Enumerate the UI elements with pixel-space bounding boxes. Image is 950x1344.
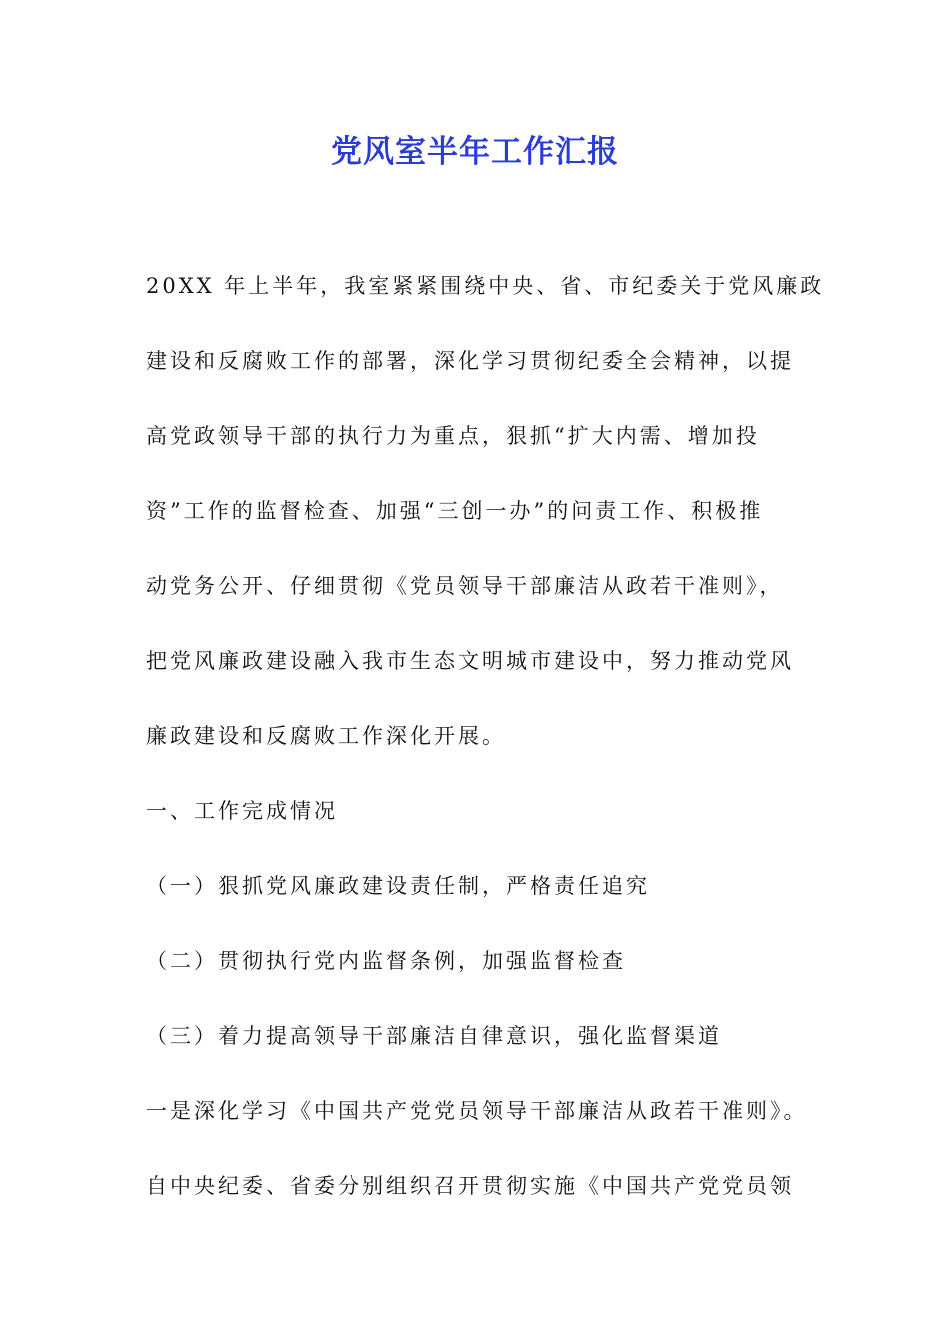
subsection-heading: （三）着力提高领导干部廉洁自律意识，强化监督渠道 (146, 1024, 722, 1048)
body-line: 20XX 年上半年，我室紧紧围绕中央、省、市纪委关于党风廉政 (146, 274, 825, 298)
subsection-heading: （二）贯彻执行党内监督条例，加强监督检查 (146, 949, 626, 973)
page-title: 党风室半年工作汇报 (331, 134, 619, 170)
body-line: 一是深化学习《中国共产党党员领导干部廉洁从政若干准则》。 (146, 1099, 808, 1123)
body-line: 把党风廉政建设融入我市生态文明城市建设中，努力推动党风 (146, 649, 794, 673)
body-line: 建设和反腐败工作的部署，深化学习贯彻纪委全会精神，以提 (146, 349, 794, 373)
body-line: 廉政建设和反腐败工作深化开展。 (146, 724, 506, 748)
body-line: 自中央纪委、省委分别组织召开贯彻实施《中国共产党党员领 (146, 1174, 794, 1198)
section-heading: 一、工作完成情况 (146, 799, 338, 823)
body-line: 动党务公开、仔细贯彻《党员领导干部廉洁从政若干准则》， (146, 574, 784, 598)
subsection-heading: （一）狠抓党风廉政建设责任制，严格责任追究 (146, 874, 650, 898)
body-line: 高党政领导干部的执行力为重点，狠抓“扩大内需、增加投 (146, 424, 760, 448)
body-line: 资”工作的监督检查、加强“三创一办”的问责工作、积极推 (146, 499, 764, 523)
